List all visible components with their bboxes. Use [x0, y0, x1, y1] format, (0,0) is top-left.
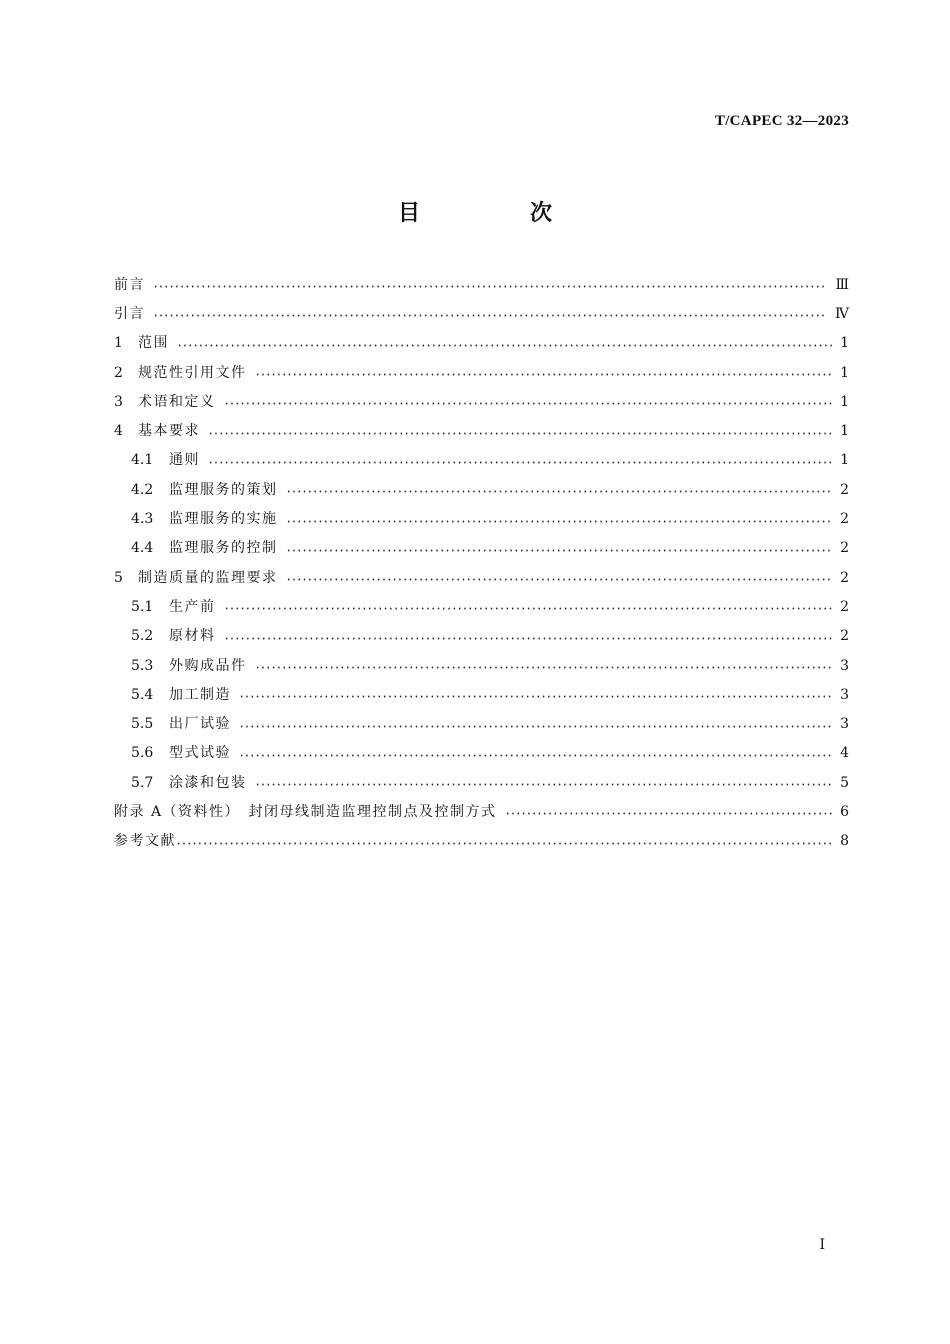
toc-entry[interactable] — [114, 504, 849, 533]
toc-entry-page: 6 — [840, 803, 849, 820]
toc-entry-number: 4.2 — [131, 481, 154, 498]
toc-entry-label: 通则 — [169, 452, 200, 469]
toc-entry[interactable] — [114, 563, 849, 592]
toc-entry-number: 4.4 — [131, 540, 154, 557]
toc-entry-number: 4.3 — [131, 511, 154, 528]
toc-entry-number: 4.1 — [131, 452, 154, 469]
toc-entry-label: 参考文献 — [114, 833, 176, 850]
toc-entry-label: 监理服务的策划 — [169, 481, 278, 498]
dot-leader — [153, 314, 827, 317]
dot-leader — [286, 578, 833, 581]
toc-entry-label: 生产前 — [169, 598, 216, 615]
toc-entry-page: 2 — [840, 481, 849, 498]
table-of-contents — [114, 270, 849, 856]
toc-entry-label: 外购成品件 — [169, 657, 247, 674]
dot-leader — [224, 402, 833, 405]
toc-entry-number: 5.5 — [131, 716, 154, 733]
toc-entry-page: 2 — [840, 569, 849, 586]
toc-entry[interactable] — [114, 592, 849, 621]
toc-entry-page: 1 — [840, 364, 849, 381]
dot-leader — [208, 461, 832, 464]
toc-entry-label: 规范性引用文件 — [138, 364, 247, 381]
toc-entry[interactable] — [114, 475, 849, 504]
toc-entry-number: 5.4 — [131, 686, 154, 703]
toc-entry-label: 涂漆和包装 — [169, 774, 247, 791]
toc-entry-label: 附录 A（资料性） 封闭母线制造监理控制点及控制方式 — [114, 803, 497, 820]
toc-entry[interactable] — [114, 622, 849, 651]
toc-entry-page: Ⅲ — [835, 276, 849, 293]
toc-entry-page: 3 — [840, 716, 849, 733]
dot-leader — [224, 637, 833, 640]
toc-entry-page: 4 — [840, 745, 849, 762]
toc-entry[interactable] — [114, 827, 849, 856]
toc-entry-page: 2 — [840, 511, 849, 528]
toc-entry-label: 监理服务的控制 — [169, 540, 278, 557]
toc-entry-number: 3 — [114, 393, 123, 410]
dot-leader — [255, 783, 833, 786]
dot-leader — [153, 285, 827, 288]
dot-leader — [208, 432, 832, 435]
toc-entry-label: 监理服务的实施 — [169, 511, 278, 528]
dot-leader — [255, 666, 833, 669]
dot-leader — [286, 549, 833, 552]
toc-entry-page: 2 — [840, 628, 849, 645]
dot-leader — [239, 695, 832, 698]
toc-entry[interactable] — [114, 651, 849, 680]
toc-entry[interactable] — [114, 270, 849, 299]
toc-entry-page: 1 — [840, 452, 849, 469]
toc-entry[interactable] — [114, 387, 849, 416]
dot-leader — [239, 754, 832, 757]
toc-entry-number: 5.6 — [131, 745, 154, 762]
toc-entry-number: 5.1 — [131, 598, 154, 615]
toc-entry-label: 原材料 — [169, 628, 216, 645]
toc-entry-page: Ⅳ — [835, 305, 849, 322]
toc-entry-label: 加工制造 — [169, 686, 231, 703]
dot-leader — [286, 520, 833, 523]
toc-entry-label: 制造质量的监理要求 — [138, 569, 278, 586]
toc-entry-number: 5 — [114, 569, 123, 586]
toc-entry-page: 8 — [840, 833, 849, 850]
dot-leader — [224, 607, 833, 610]
toc-entry-number: 2 — [114, 364, 123, 381]
toc-entry-number: 5.2 — [131, 628, 154, 645]
toc-entry[interactable] — [114, 446, 849, 475]
toc-entry[interactable] — [114, 416, 849, 445]
toc-entry-label: 出厂试验 — [169, 716, 231, 733]
toc-entry-number: 5.3 — [131, 657, 154, 674]
toc-entry-number: 1 — [114, 335, 123, 352]
toc-entry-page: 3 — [840, 657, 849, 674]
toc-entry[interactable] — [114, 299, 849, 328]
toc-entry-page: 2 — [840, 540, 849, 557]
toc-entry-label: 基本要求 — [138, 423, 200, 440]
toc-entry-page: 1 — [840, 335, 849, 352]
toc-entry[interactable] — [114, 797, 849, 826]
toc-title: 目 次 — [397, 201, 596, 226]
toc-entry-label: 范围 — [138, 335, 169, 352]
toc-entry[interactable] — [114, 329, 849, 358]
toc-entry-page: 3 — [840, 686, 849, 703]
toc-entry-page: 5 — [840, 774, 849, 791]
toc-entry-page: 1 — [840, 423, 849, 440]
toc-entry-page: 1 — [840, 393, 849, 410]
dot-leader — [255, 373, 833, 376]
toc-entry-label: 术语和定义 — [138, 393, 216, 410]
toc-entry[interactable] — [114, 358, 849, 387]
toc-entry-label: 引言 — [114, 305, 145, 322]
page-number: I — [819, 1237, 825, 1253]
toc-entry[interactable] — [114, 768, 849, 797]
toc-entry[interactable] — [114, 739, 849, 768]
dot-leader — [286, 490, 833, 493]
dot-leader — [505, 812, 833, 815]
toc-entry[interactable] — [114, 534, 849, 563]
dot-leader — [176, 842, 832, 845]
dot-leader — [239, 725, 832, 728]
toc-entry[interactable] — [114, 709, 849, 738]
toc-entry-number: 5.7 — [131, 774, 154, 791]
document-code: T/CAPEC 32—2023 — [714, 113, 849, 129]
toc-entry[interactable] — [114, 680, 849, 709]
toc-entry-label: 型式试验 — [169, 745, 231, 762]
toc-entry-page: 2 — [840, 598, 849, 615]
toc-entry-number: 4 — [114, 423, 123, 440]
toc-entry-label: 前言 — [114, 276, 145, 293]
dot-leader — [177, 344, 832, 347]
